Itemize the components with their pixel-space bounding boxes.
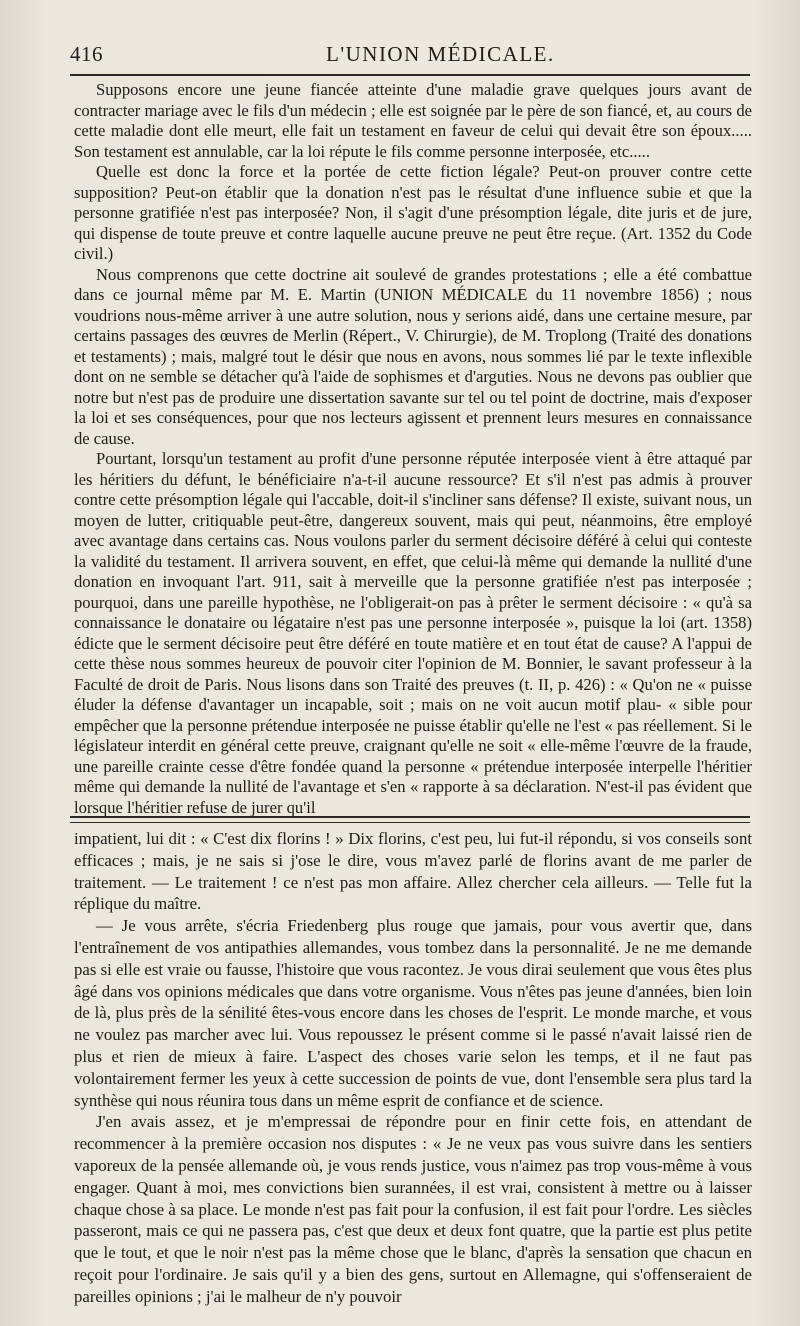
page-header [68, 34, 750, 74]
article-paragraph: Quelle est donc la force et la portée de cette fiction légale? Peut-on prouver contre cette supposition? Peut-on établir que la donation n'est pas le résultat d'une influence subie et que la personne gratifiée n'est pas interposée? Non, il s'agit d'une présomption légale, dite juris et de jure, qui dispense de toute preuve et contre laquelle aucune preuve ne peut être reçue. (Art. 1352 du Code civil.) [74, 162, 752, 263]
feuilleton-body [74, 828, 752, 1308]
feuilleton-paragraph: — Je vous arrête, s'écria Friedenberg plus rouge que jamais, pour vous avertir que, dans l'entraînement de vos antipathies allemandes, vous tombez dans la personnalité. Je ne me demande pas si elle est vraie ou fausse, l'histoire que vous racontez. Je vous dirai seulement que vous êtes plus âgé dans vos opinions médicales que dans votre organisme. Vous n'êtes pas jeune d'années, bien loin de là, plus près de la sénilité êtes-vous encore dans les choses de l'esprit. Le monde marche, et vous ne voulez pas marcher avec lui. Vous repoussez le présent comme si le passé n'avait laissé rien de plus et rien de mieux à faire. L'aspect des choses varie selon les temps, et il ne faut pas volontairement fermer les yeux à cette succession de points de vue, dont l'ensemble sera plus tard la synthèse qui nous réunira tous dans un même esprit de confiance et de science. [74, 916, 752, 1110]
header-rule [70, 74, 750, 76]
feuilleton-paragraph: J'en avais assez, et je m'empressai de répondre pour en finir cette fois, en attendant de recommencer à la première occasion nos disputes : « Je ne veux pas vous suivre dans les sentiers vaporeux de la pensée allemande où, je vous rends justice, vous n'aimez pas trop vous-même à vous engager. Quant à moi, mes convictions bien surannées, il est vrai, consistent à mettre ou à laisser chaque chose à sa place. Le monde n'est pas fait pour la confusion, il est fait pour l'ordre. Les siècles passeront, mais ce qui ne passera pas, c'est que deux et deux font quatre, que la partie est plus petite que le tout, et que le noir n'est pas la même chose que le blanc, d'après la sensation que chacun en reçoit pour l'ordinaire. Je sais qu'il y a bien des gens, surtout en Allemagne, qui s'offenseraient de pareilles opinions ; j'ai le malheur de n'y pouvoir [74, 1112, 752, 1306]
page-number: 416 [70, 42, 103, 66]
article-paragraph: Pourtant, lorsqu'un testament au profit d'une personne réputée interposée vient à être attaqué par les héritiers du défunt, le bénéficiaire n'a-t-il aucune ressource? Et s'il n'est pas admis à prouver contre cette présomption légale qui l'accable, doit-il s'incliner sans défense? Il existe, suivant nous, un moyen de lutter, critiquable peut-être, dangereux souvent, mais qui peut, néanmoins, être employé avec avantage dans certains cas. Nous voulons parler du serment décisoire déféré à celui qui conteste la validité du testament. Il arrivera souvent, en effet, que celui-là même qui demande la nullité d'une donation en invoquant l'art. 911, sait à merveille que la personne gratifiée n'est pas interposée ; pourquoi, dans une pareille hypothèse, ne l'obligerait-on pas à prêter le serment décisoire : « qu'à sa connaissance le donataire ou légataire n'est pas une personne interposée », puisque la loi (art. 1358) édicte que le serment décisoire peut être déféré en toute matière et en tout état de cause? A l'appui de cette thèse nous sommes heureux de pouvoir citer l'opinion de M. Bonnier, le savant professeur à la Faculté de droit de Paris. Nous lisons dans son Traité des preuves (t. II, p. 426) : « Qu'on ne « puisse éluder la défense d'avantager un incapable, soit ; mais on ne voit aucun motif plau- « sible pour empêcher que la personne prétendue interposée ne puisse établir qu'elle ne l'est « pas réellement. Si le législateur interdit en général cette preuve, craignant qu'elle ne soit « elle-même l'œuvre de la fraude, une pareille crainte cesse d'être fondée quand la personne « prétendue interposée interpelle l'héritier même qui demande la nullité de l'avantage et s'en « rapporte à sa déclaration. N'est-il pas évident que lorsque l'héritier refuse de jurer qu'il [74, 449, 752, 817]
article-paragraph: Nous comprenons que cette doctrine ait soulevé de grandes protestations ; elle a été combattue dans ce journal même par M. E. Martin (UNION MÉDICALE du 11 novembre 1856) ; nous voudrions nous-même arriver à une autre solution, nous y serions aidé, dans une certaine mesure, par certains passages des œuvres de Merlin (Répert., V. Chirurgie), de M. Troplong (Traité des donations et testaments) ; mais, malgré tout le désir que nous en avons, nous sommes lié par le texte inflexible dont on ne semble se détacher qu'à l'aide de sophismes et d'arguties. Nous ne devons pas oublier que notre but n'est pas de produire une dissertation savante sur tel ou tel point de doctrine, mais d'exposer la loi et ses conséquences, pour que nos lecteurs agissent et prennent leurs mesures en connaissance de cause. [74, 264, 752, 448]
feuilleton-paragraph: impatient, lui dit : « C'est dix florins ! » Dix florins, c'est peu, lui fut-il répondu, si vos conseils sont efficaces ; mais, je ne sais si j'ose le dire, vous m'avez parlé de florins avant de me parler de traitement. — Le traitement ! ce n'est pas mon affaire. Allez chercher cela ailleurs. — Telle fut la réplique du maître. [74, 829, 752, 914]
article-paragraph: Supposons encore une jeune fiancée atteinte d'une maladie grave quelques jours avant de contracter mariage avec le fils d'un médecin ; elle est soignée par le père de son fiancé, et, au cours de cette maladie dont elle meurt, elle fait un testament en faveur de celui qui devait être son époux..... Son testament est annulable, car la loi répute le fils comme personne interposée, etc..... [74, 80, 752, 161]
article-body [74, 80, 752, 818]
feuilleton-rule [70, 816, 750, 818]
running-title: L'UNION MÉDICALE. [326, 42, 555, 66]
feuilleton-rule-thin [70, 822, 750, 823]
